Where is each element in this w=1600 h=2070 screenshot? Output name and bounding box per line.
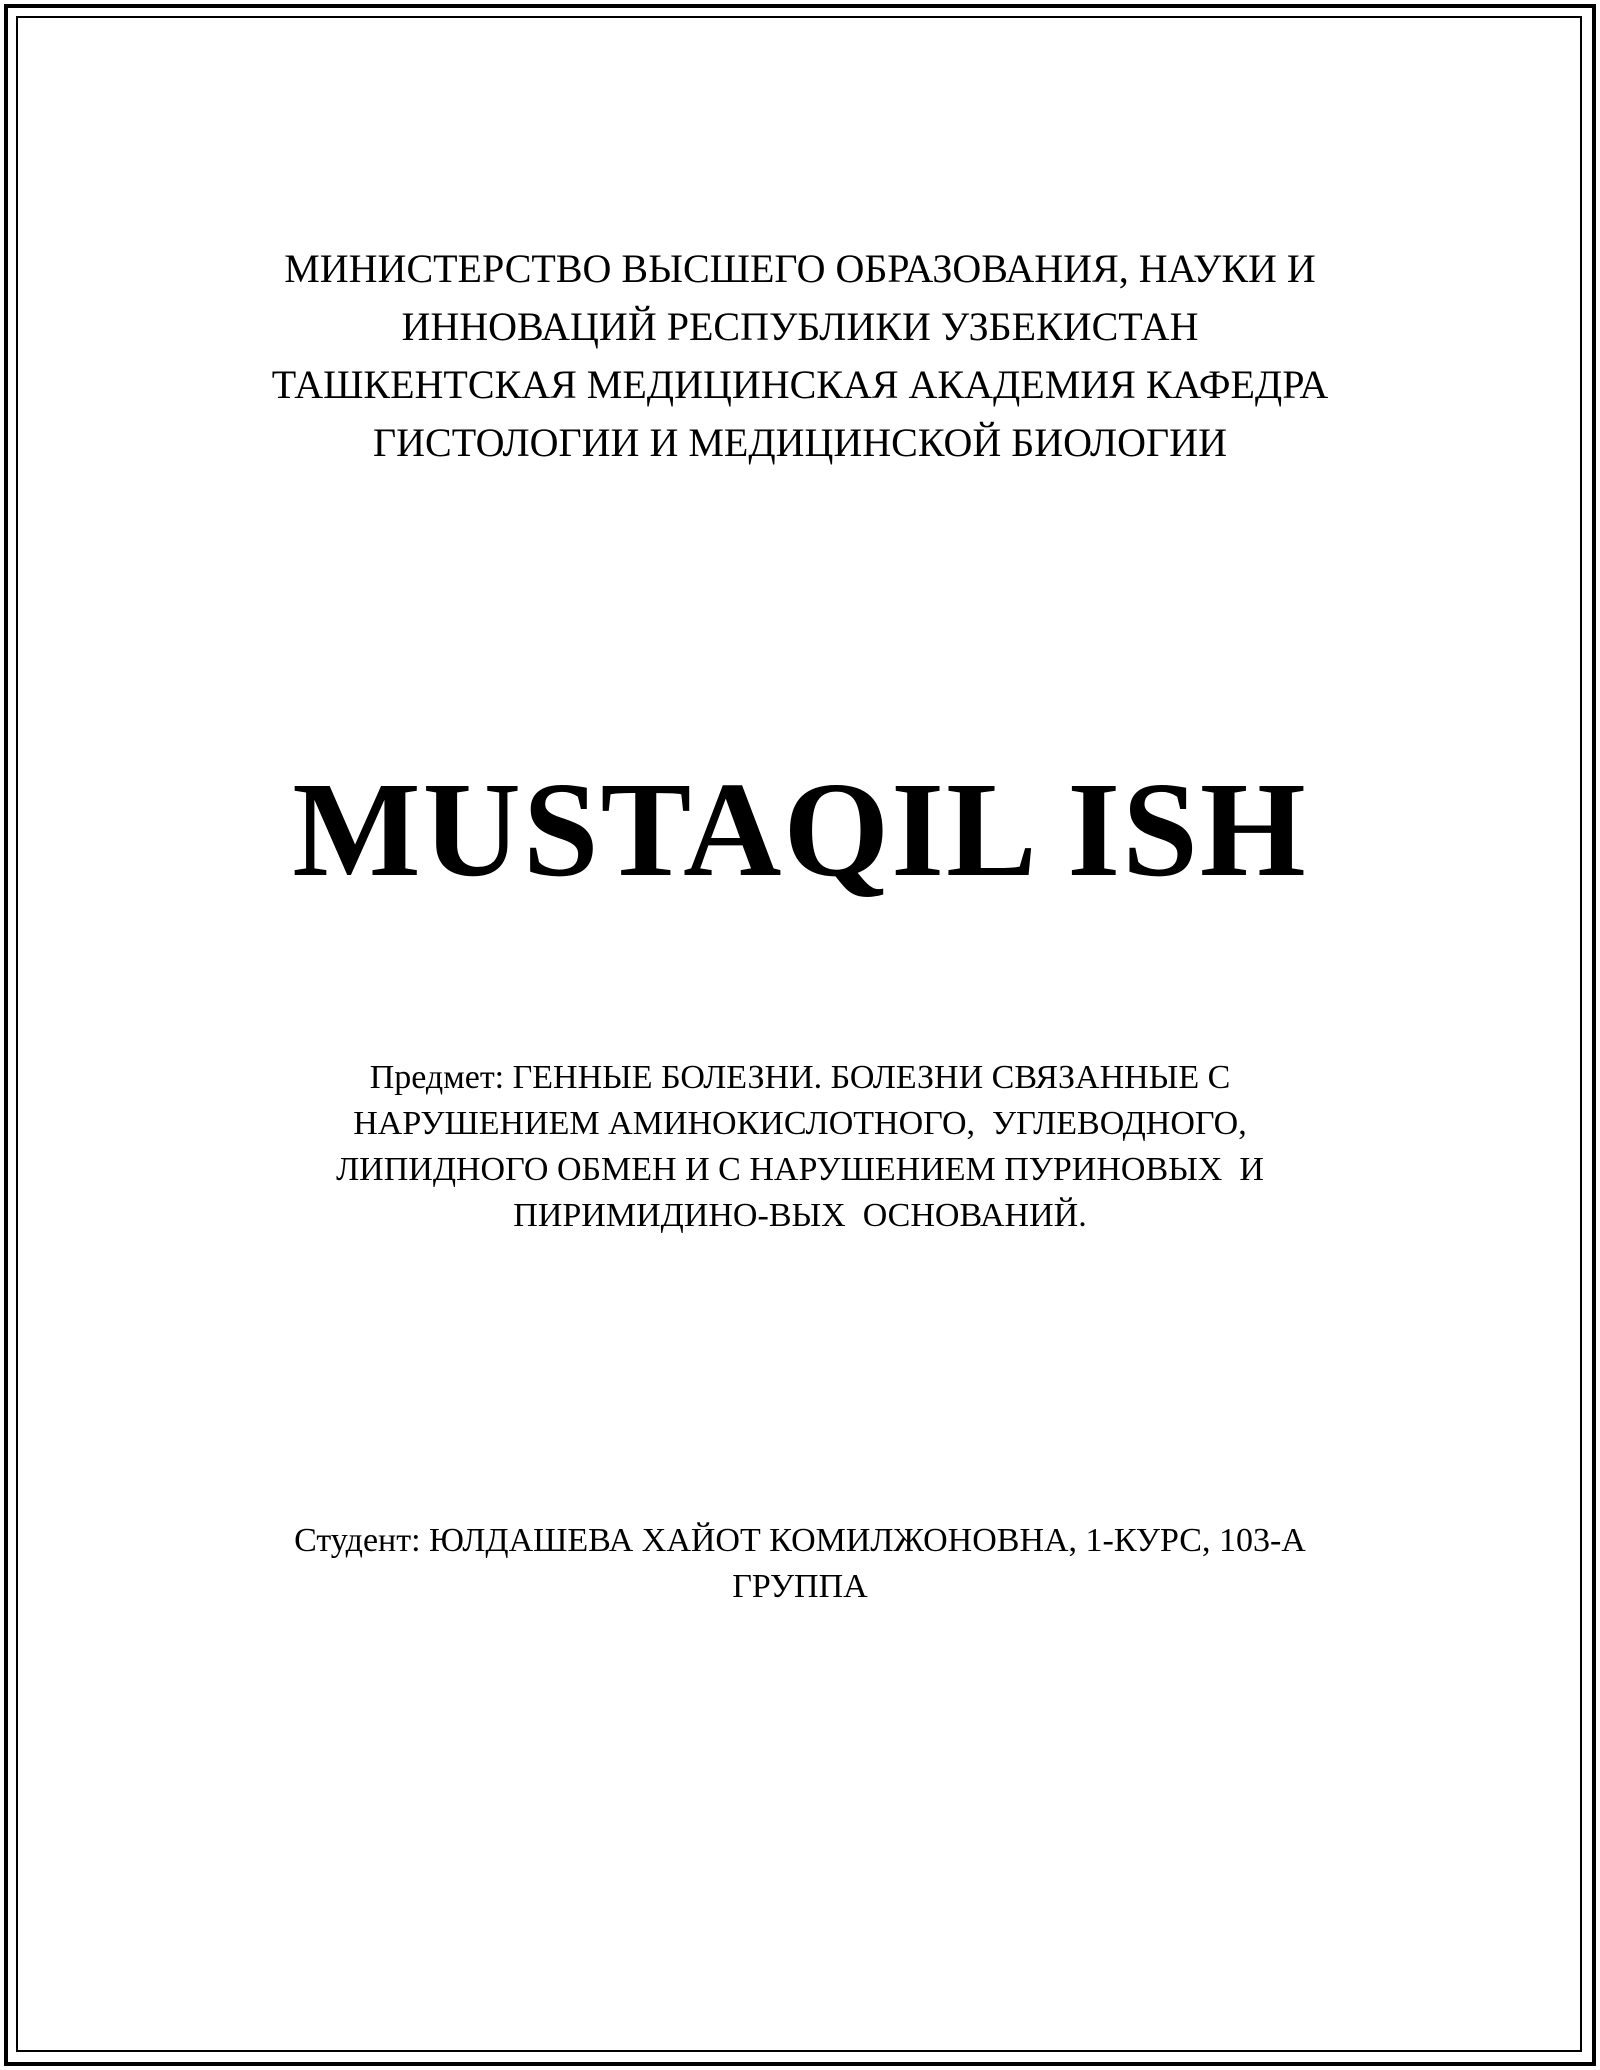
subject-line: НАРУШЕНИЕМ АМИНОКИСЛОТНОГО, УГЛЕВОДНОГО, <box>353 1105 1247 1142</box>
student-block <box>0 1518 1600 1610</box>
header-line: ТАШКЕНТСКАЯ МЕДИЦИНСКАЯ АКАДЕМИЯ КАФЕДРА <box>271 362 1329 407</box>
header-line: ГИСТОЛОГИИ И МЕДИЦИНСКОЙ БИОЛОГИИ <box>373 420 1227 465</box>
student-line: ГРУППА <box>732 1568 868 1605</box>
document-title: MUSTAQIL ISH <box>292 755 1308 905</box>
institution-header <box>0 240 1600 472</box>
header-line: МИНИСТЕРСТВО ВЫСШЕГО ОБРАЗОВАНИЯ, НАУКИ И <box>284 246 1316 291</box>
subject-line: Предмет: ГЕННЫЕ БОЛЕЗНИ. БОЛЕЗНИ СВЯЗАННЫЕ С <box>369 1059 1231 1096</box>
subject-line: ПИРИМИДИНО-ВЫХ ОСНОВАНИЙ. <box>513 1197 1087 1234</box>
subject-line: ЛИПИДНОГО ОБМЕН И С НАРУШЕНИЕМ ПУРИНОВЫХ И <box>336 1151 1264 1188</box>
subject-block <box>0 1055 1600 1239</box>
student-line: Студент: ЮЛДАШЕВА ХАЙОТ КОМИЛЖОНОВНА, 1-КУРС, 103-А <box>294 1522 1306 1559</box>
header-line: ИННОВАЦИЙ РЕСПУБЛИКИ УЗБЕКИСТАН <box>401 304 1199 349</box>
